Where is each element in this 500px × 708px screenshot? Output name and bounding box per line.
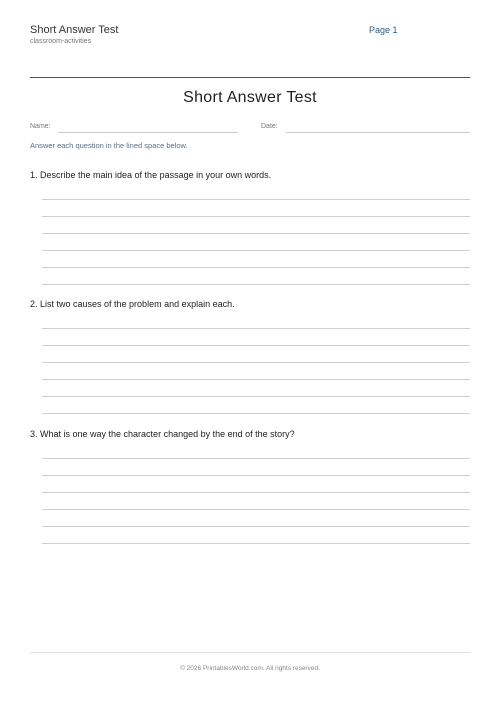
instructions: Answer each question in the lined space below. [30,141,188,150]
answer-line[interactable] [42,492,470,493]
answer-line[interactable] [42,250,470,251]
answer-line[interactable] [42,199,470,200]
page-header [30,24,470,54]
question-3: 3. What is one way the character changed by the end of the story? [30,429,295,439]
answer-line[interactable] [42,509,470,510]
header-title: Short Answer Test [30,24,119,36]
document-title: Short Answer Test [183,89,317,106]
name-field[interactable] [58,132,238,133]
name-label: Name: [30,123,51,130]
answer-line[interactable] [42,543,470,544]
answer-line[interactable] [42,284,470,285]
answer-line[interactable] [42,267,470,268]
answer-line[interactable] [42,396,470,397]
answer-line[interactable] [42,216,470,217]
date-field[interactable] [286,132,470,133]
answer-line[interactable] [42,233,470,234]
answer-line[interactable] [42,458,470,459]
answer-line[interactable] [42,362,470,363]
answer-line[interactable] [42,475,470,476]
header-subtitle: classroom-activities [30,38,92,45]
header-divider [30,77,470,78]
footer-divider [30,652,470,653]
date-label: Date: [261,123,278,130]
question-1: 1. Describe the main idea of the passage in your own words. [30,170,272,180]
answer-line[interactable] [42,526,470,527]
footer-copyright: © 2026 PrintablesWorld.com. All rights reserved. [180,665,320,672]
question-2: 2. List two causes of the problem and explain each. [30,299,235,309]
answer-line[interactable] [42,413,470,414]
answer-line[interactable] [42,379,470,380]
answer-line[interactable] [42,328,470,329]
page-number: Page 1 [369,25,398,35]
answer-line[interactable] [42,345,470,346]
